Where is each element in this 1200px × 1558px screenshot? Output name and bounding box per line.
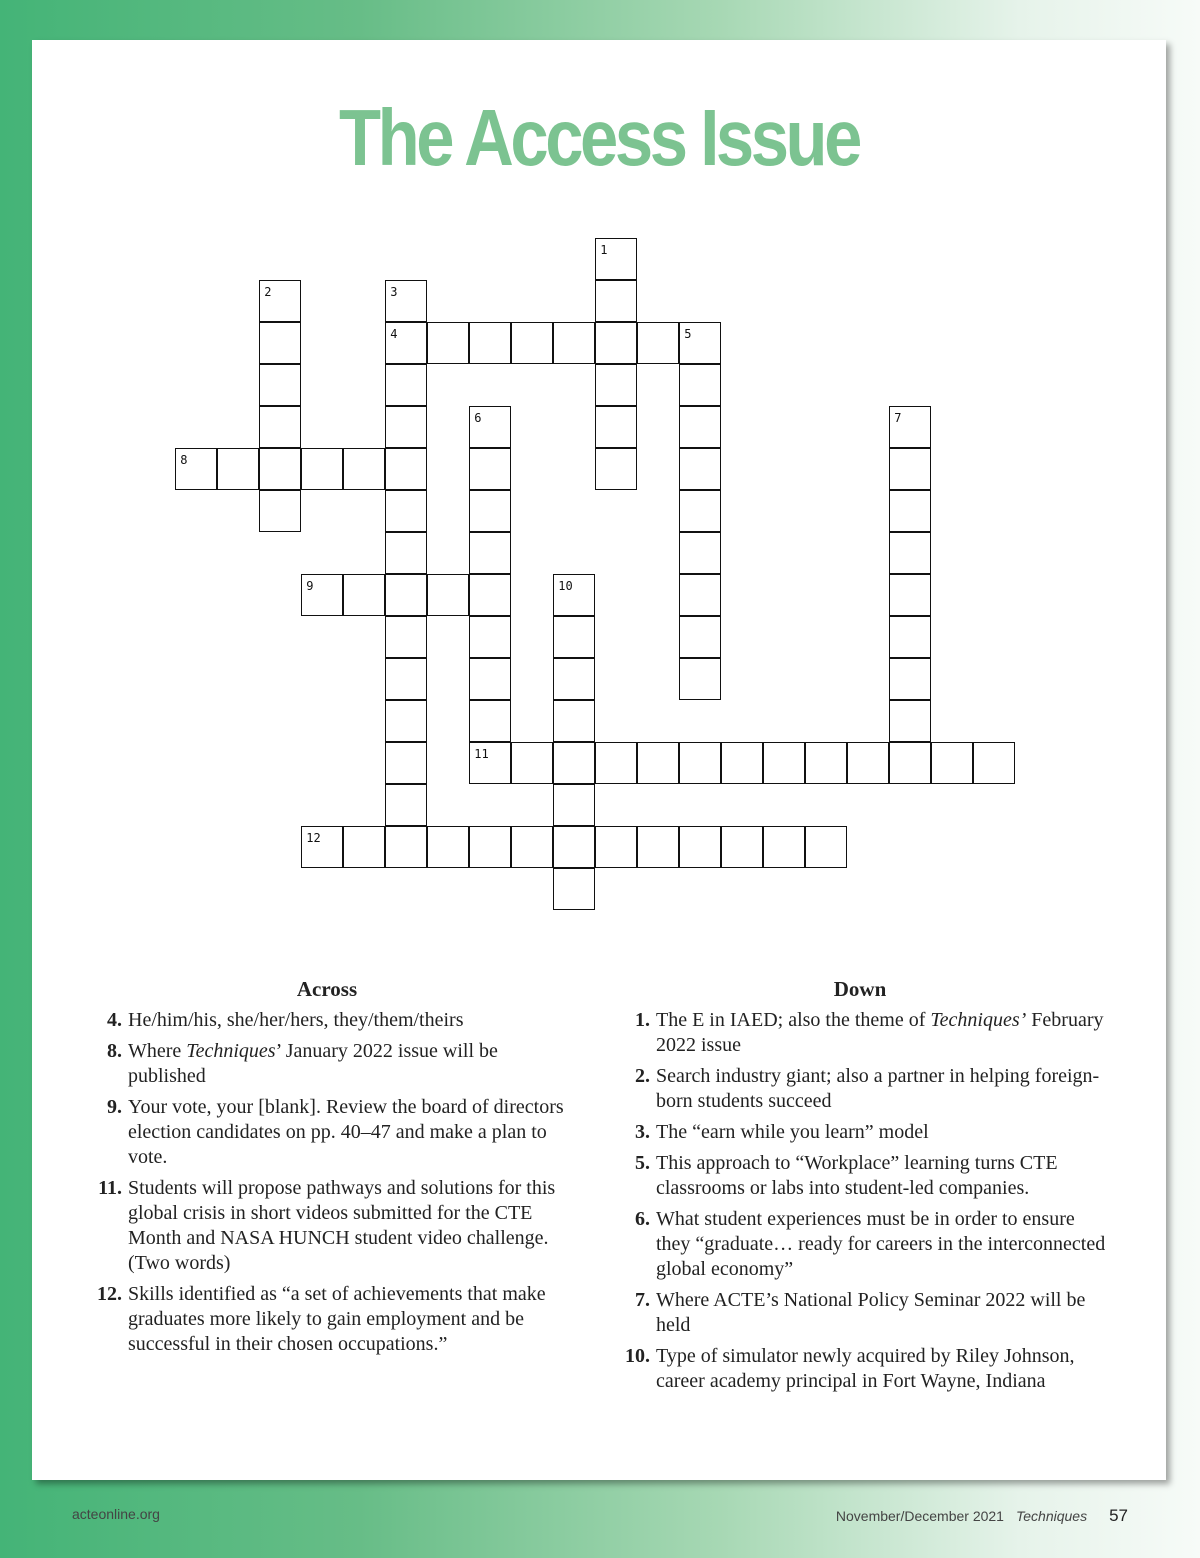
crossword-cell[interactable]: [343, 574, 385, 616]
crossword-cell[interactable]: [217, 448, 259, 490]
clue-text-part: Skills identified as “a set of achievements that make graduates more likely to gain employment and be successful in their chosen occupations.”: [128, 1283, 546, 1355]
clue-text: [656, 1207, 1110, 1282]
crossword-cell[interactable]: [385, 322, 427, 364]
clue-text: [656, 1008, 1110, 1058]
crossword-cell[interactable]: [847, 742, 889, 784]
clue-text-part: Search industry giant; also a partner in helping foreign-born students succeed: [656, 1065, 1100, 1112]
crossword-cell[interactable]: [385, 280, 427, 322]
clue-text: [128, 1008, 572, 1033]
crossword-cell[interactable]: [469, 742, 511, 784]
clue-number: 12: [306, 831, 321, 846]
crossword-cell[interactable]: [553, 784, 595, 826]
crossword-cell[interactable]: [385, 532, 427, 574]
clue-number: 2: [264, 285, 272, 300]
crossword-cell[interactable]: [175, 448, 217, 490]
crossword-cell[interactable]: [889, 700, 931, 742]
clue-text-part: Your vote, your [blank]. Review the board of directors election candidates on pp. 40–47 and make a plan to vote.: [128, 1096, 564, 1168]
crossword-cell[interactable]: [259, 406, 301, 448]
across-list: [82, 1008, 572, 1357]
crossword-cell[interactable]: [679, 616, 721, 658]
crossword-cell[interactable]: [889, 658, 931, 700]
crossword-cell[interactable]: [301, 448, 343, 490]
clue-text-part: Where ACTE’s National Policy Seminar 2022 will be held: [656, 1289, 1086, 1336]
clue-number: 7: [894, 411, 902, 426]
clue-text: [656, 1151, 1110, 1201]
clue-text-italic: Techniques’: [930, 1009, 1027, 1031]
clue-text-part: Students will propose pathways and solutions for this global crisis in short videos submitted for the CTE Month and NASA HUNCH student video challenge. (Two words): [128, 1177, 556, 1274]
crossword-cell[interactable]: [595, 406, 637, 448]
clue-number: 1: [600, 243, 608, 258]
crossword-cell[interactable]: [763, 826, 805, 868]
clue-num: 7.: [635, 1289, 650, 1311]
clue-text-part: The E in IAED; also the theme of: [656, 1009, 931, 1031]
crossword-cell[interactable]: [679, 658, 721, 700]
crossword-cell[interactable]: [595, 322, 637, 364]
crossword-cell[interactable]: [595, 364, 637, 406]
clue-text-part: What student experiences must be in order to ensure they “graduate… ready for careers in the interconnected global economy”: [656, 1208, 1106, 1280]
clue-num: 10.: [625, 1345, 650, 1367]
crossword-cell[interactable]: [553, 616, 595, 658]
clue-number: 6: [474, 411, 482, 426]
clue-text: [128, 1039, 572, 1089]
crossword-cell[interactable]: [427, 574, 469, 616]
clue-num: 3.: [635, 1121, 650, 1143]
crossword-cell[interactable]: [679, 532, 721, 574]
crossword-cell[interactable]: [259, 490, 301, 532]
clue-text-italic: Techniques: [186, 1040, 276, 1062]
clue-text-part: He/him/his, she/her/hers, they/them/theirs: [128, 1009, 464, 1031]
clue-text: [128, 1282, 572, 1357]
crossword-cell[interactable]: [385, 658, 427, 700]
crossword-cell[interactable]: [595, 448, 637, 490]
clue-text-part: Type of simulator newly acquired by Riley Johnson, career academy principal in Fort Wayne, Indiana: [656, 1345, 1075, 1392]
down-clue: [610, 1008, 1110, 1058]
crossword-cell[interactable]: [385, 364, 427, 406]
crossword-cell[interactable]: [385, 742, 427, 784]
crossword-cell[interactable]: [343, 448, 385, 490]
crossword-cell[interactable]: [553, 700, 595, 742]
footer-right: [836, 1506, 1128, 1526]
clue-num: 12.: [97, 1283, 122, 1305]
clue-text-part: This approach to “Workplace” learning turns CTE classrooms or labs into student-led companies.: [656, 1152, 1058, 1199]
crossword-cell[interactable]: [721, 742, 763, 784]
crossword-cell[interactable]: [889, 574, 931, 616]
crossword-cell[interactable]: [679, 364, 721, 406]
crossword-cell[interactable]: [259, 280, 301, 322]
footer-website: acteonline.org: [72, 1506, 160, 1522]
crossword-cell[interactable]: [973, 742, 1015, 784]
clue-number: 5: [684, 327, 692, 342]
across-clue: [82, 1282, 572, 1357]
crossword-cell[interactable]: [637, 826, 679, 868]
down-clue: [610, 1120, 1110, 1145]
crossword-cell[interactable]: [259, 448, 301, 490]
crossword-cell[interactable]: [385, 448, 427, 490]
crossword-cell[interactable]: [259, 322, 301, 364]
page: [32, 40, 1166, 1480]
clue-text: [656, 1120, 1110, 1145]
crossword-cell[interactable]: [805, 742, 847, 784]
crossword-cell[interactable]: [553, 574, 595, 616]
clue-num: 1.: [635, 1009, 650, 1031]
crossword-cell[interactable]: [721, 826, 763, 868]
clue-number: 11: [474, 747, 489, 762]
clue-text: [656, 1288, 1110, 1338]
page-number: 57: [1109, 1506, 1128, 1525]
crossword-cell[interactable]: [889, 742, 931, 784]
across-heading: Across: [296, 977, 358, 1001]
crossword-cell[interactable]: [385, 826, 427, 868]
crossword-cell[interactable]: [469, 658, 511, 700]
crossword-cell[interactable]: [637, 322, 679, 364]
down-list: [610, 1008, 1110, 1394]
clue-text-part: February 2022 issue: [656, 1009, 1104, 1056]
crossword-cell[interactable]: [553, 826, 595, 868]
crossword-cell[interactable]: [637, 742, 679, 784]
clue-num: 5.: [635, 1152, 650, 1174]
crossword-cell[interactable]: [301, 826, 343, 868]
crossword-cell[interactable]: [511, 742, 553, 784]
crossword-cell[interactable]: [889, 490, 931, 532]
clue-text-part: ’ January 2022 issue will be published: [128, 1040, 498, 1087]
crossword-cell[interactable]: [595, 742, 637, 784]
clue-num: 8.: [107, 1040, 122, 1062]
crossword-cell[interactable]: [469, 322, 511, 364]
crossword-cell[interactable]: [469, 616, 511, 658]
crossword-cell[interactable]: [889, 448, 931, 490]
crossword-cell[interactable]: [259, 364, 301, 406]
crossword-cell[interactable]: [469, 826, 511, 868]
across-clue: [82, 1176, 572, 1276]
crossword-cell[interactable]: [553, 322, 595, 364]
crossword-cell[interactable]: [511, 322, 553, 364]
clue-number: 3: [390, 285, 398, 300]
clue-num: 6.: [635, 1208, 650, 1230]
crossword-cell[interactable]: [889, 616, 931, 658]
crossword-cell[interactable]: [553, 868, 595, 910]
across-clue: [82, 1008, 572, 1033]
crossword-cell[interactable]: [469, 448, 511, 490]
across-clue: [82, 1095, 572, 1170]
across-clue: [82, 1039, 572, 1089]
down-clue: [610, 1344, 1110, 1394]
crossword-cell[interactable]: [553, 658, 595, 700]
crossword-cell[interactable]: [385, 490, 427, 532]
crossword-cell[interactable]: [679, 490, 721, 532]
crossword-cell[interactable]: [553, 742, 595, 784]
down-heading: Down: [833, 977, 887, 1001]
crossword-cell[interactable]: [385, 574, 427, 616]
crossword-cell[interactable]: [427, 322, 469, 364]
crossword-cell[interactable]: [385, 700, 427, 742]
crossword-cell[interactable]: [931, 742, 973, 784]
crossword-cell[interactable]: [595, 826, 637, 868]
crossword-cell[interactable]: [385, 784, 427, 826]
crossword-cell[interactable]: [385, 616, 427, 658]
crossword-cell[interactable]: [595, 280, 637, 322]
crossword-cell[interactable]: [805, 826, 847, 868]
crossword-cell[interactable]: [763, 742, 805, 784]
clue-number: 8: [180, 453, 188, 468]
footer-issue-date: November/December 2021: [835, 1508, 1004, 1524]
crossword-cell[interactable]: [889, 406, 931, 448]
crossword-cell[interactable]: [469, 532, 511, 574]
crossword-cell[interactable]: [679, 742, 721, 784]
crossword-cell[interactable]: [889, 532, 931, 574]
down-clue: [610, 1064, 1110, 1114]
crossword-cell[interactable]: [679, 826, 721, 868]
crossword-cell[interactable]: [595, 238, 637, 280]
clue-text: [128, 1095, 572, 1170]
clue-text-part: The “earn while you learn” model: [656, 1121, 929, 1143]
down-clue: [610, 1288, 1110, 1338]
crossword-cell[interactable]: [511, 826, 553, 868]
crossword-cell[interactable]: [679, 322, 721, 364]
down-clues: [610, 977, 1110, 1400]
clue-num: 2.: [635, 1065, 650, 1087]
clue-num: 4.: [107, 1009, 122, 1031]
clue-num: 11.: [98, 1177, 122, 1199]
across-clues: [82, 977, 572, 1363]
clue-num: 9.: [107, 1096, 122, 1118]
crossword-cell[interactable]: [385, 406, 427, 448]
clue-text: [656, 1064, 1110, 1114]
crossword-cell[interactable]: [427, 826, 469, 868]
crossword-cell[interactable]: [301, 574, 343, 616]
crossword-cell[interactable]: [679, 406, 721, 448]
footer-magazine: Techniques: [1015, 1508, 1088, 1524]
clue-text-part: Where: [128, 1040, 187, 1062]
crossword-cell[interactable]: [679, 574, 721, 616]
clue-number: 9: [306, 579, 314, 594]
page-title: The Access Issue: [339, 93, 859, 182]
clue-number: 10: [558, 579, 573, 594]
crossword-cell[interactable]: [469, 406, 511, 448]
clue-number: 4: [390, 327, 398, 342]
crossword-cell[interactable]: [469, 490, 511, 532]
crossword-cell[interactable]: [469, 700, 511, 742]
crossword-cell[interactable]: [679, 448, 721, 490]
clue-text: [128, 1176, 572, 1276]
clue-text: [656, 1344, 1110, 1394]
down-clue: [610, 1151, 1110, 1201]
crossword-cell[interactable]: [343, 826, 385, 868]
crossword-cell[interactable]: [469, 574, 511, 616]
down-clue: [610, 1207, 1110, 1282]
